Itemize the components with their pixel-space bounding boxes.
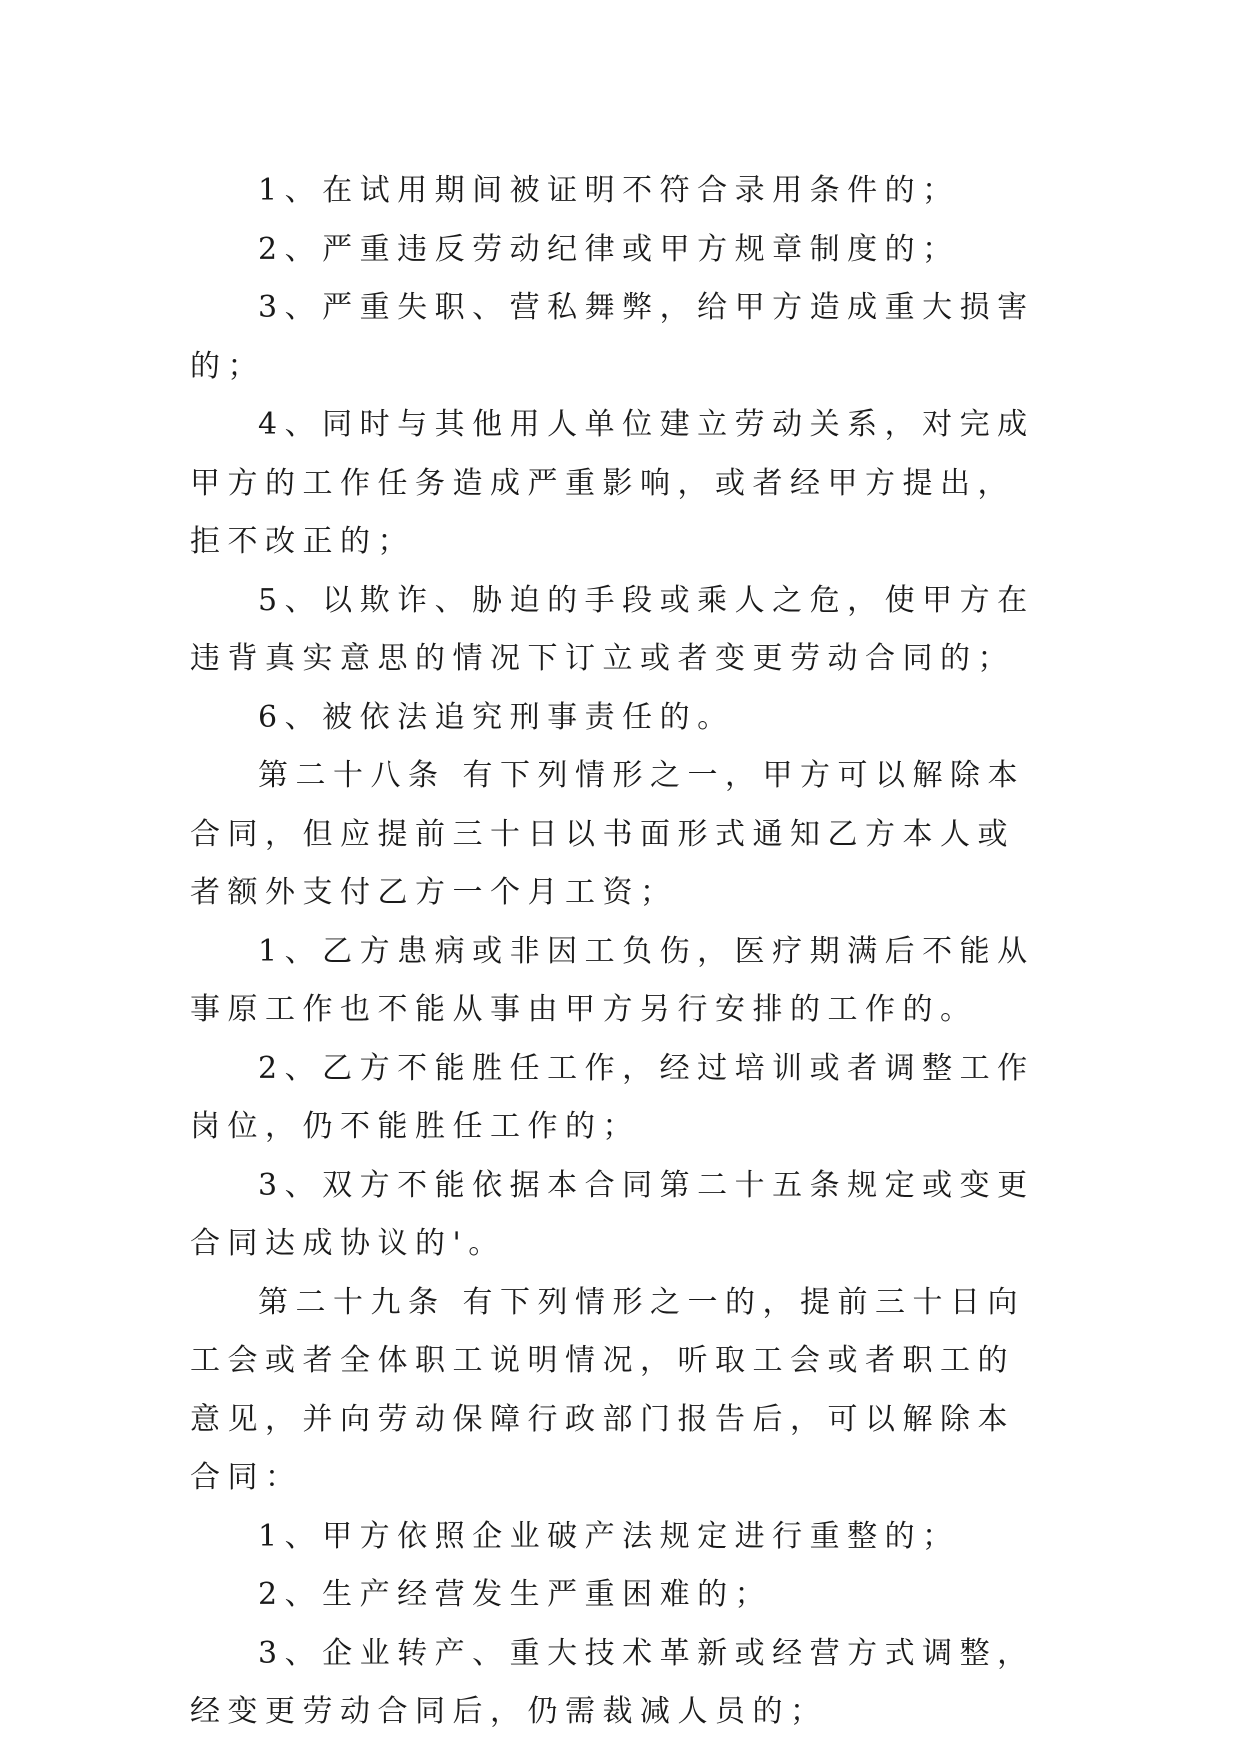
clause-item: 3、双方不能依据本合同第二十五条规定或变更合同达成协议的'。: [190, 1167, 1035, 1261]
clause-item: 1、甲方依照企业破产法规定进行重整的；: [258, 1518, 960, 1554]
clause-item: 6、被依法追究刑事责任的。: [258, 699, 735, 735]
document-body: [190, 162, 1050, 1742]
clause-item: 3、严重失职、营私舞弊，给甲方造成重大损害的；: [190, 290, 1035, 384]
clause-item: 2、生产经营发生严重困难的；: [258, 1577, 773, 1612]
article-28: 第二十八条 有下列情形之一，甲方可以解除本合同，但应提前三十日以书面形式通知乙方本人或者额外支付乙方一个月工资；: [190, 758, 1026, 910]
article-29: 第二十九条 有下列情形之一的，提前三十日向工会或者全体职工说明情况，听取工会或者职工的意见，并向劳动保障行政部门报告后，可以解除本合同：: [190, 1284, 1026, 1495]
clause-item: 2、严重违反劳动纪律或甲方规章制度的；: [258, 231, 960, 267]
clause-item: 5、以欺诈、胁迫的手段或乘人之危，使甲方在违背真实意思的情况下订立或者变更劳动合同的；: [190, 582, 1035, 676]
clause-item: 2、乙方不能胜任工作，经过培训或者调整工作岗位，仍不能胜任工作的；: [190, 1050, 1035, 1144]
clause-item: 1、在试用期间被证明不符合录用条件的；: [258, 173, 960, 208]
clause-item: 3、企业转产、重大技术革新或经营方式调整，经变更劳动合同后，仍需裁减人员的；: [190, 1635, 1035, 1729]
clause-item: 1、乙方患病或非因工负伤，医疗期满后不能从事原工作也不能从事由甲方另行安排的工作的。: [190, 933, 1035, 1027]
clause-item: 4、同时与其他用人单位建立劳动关系，对完成甲方的工作任务造成严重影响，或者经甲方提出，拒不改正的；: [190, 407, 1035, 559]
